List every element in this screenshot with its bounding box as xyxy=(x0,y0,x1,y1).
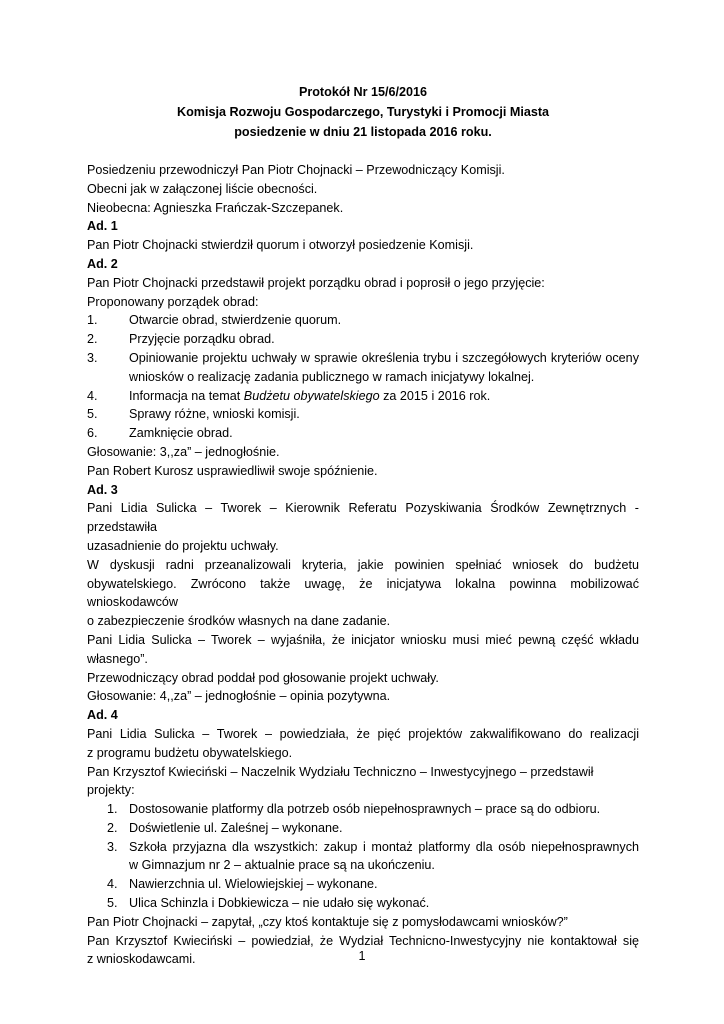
project-item-text xyxy=(129,838,639,876)
agenda-item xyxy=(87,424,639,443)
discussion-line: W dyskusji radni przeanalizowali kryteria, jakie powinien spełniać wniosek do budżetu xyxy=(87,557,639,572)
absent-paragraph: Nieobecna: Agnieszka Frańczak-Szczepanek. xyxy=(87,200,344,215)
ad3-paragraph-line: uzasadnienie do projektu uchwały. xyxy=(87,538,279,553)
answer-line: Pan Krzysztof Kwieciński – powiedział, że Wydział Technicno-Inwestycyjny nie kontaktował się xyxy=(87,933,639,948)
ad4-paragraph-line: Pani Lidia Sulicka – Tworek – powiedziała, że pięć projektów zakwalifikowano do realizacji xyxy=(87,726,639,741)
committee-name: Komisja Rozwoju Gospodarczego, Turystyki i Promocji Miasta xyxy=(176,105,550,119)
agenda-label: Proponowany porządek obrad: xyxy=(87,294,259,309)
agenda-item xyxy=(87,311,639,330)
project-item-text-line: w Gimnazjum nr 2 – aktualnie prace są na ukończeniu. xyxy=(129,858,435,873)
ad1-heading: Ad. 1 xyxy=(87,219,118,234)
protocol-number: Protokół Nr 15/6/2016 xyxy=(298,85,428,99)
explanation-line: Pani Lidia Sulicka – Tworek – wyjaśniła, że inicjator wniosku musi mieć pewną część wkładu xyxy=(87,632,639,647)
ad2-paragraph: Pan Piotr Chojnacki przedstawił projekt porządku obrad i poprosił o jego przyjęcie: xyxy=(87,275,545,290)
explanation-line: własnego”. xyxy=(87,651,148,666)
project-item-text: Dostosowanie platformy dla potrzeb osób niepełnosprawnych – prace są do odbioru. xyxy=(129,802,601,817)
attendance-paragraph: Obecni jak w załączonej liście obecności. xyxy=(87,181,318,196)
chair-paragraph: Posiedzeniu przewodniczył Pan Piotr Chojnacki – Przewodniczący Komisji. xyxy=(87,163,505,177)
project-item xyxy=(87,838,639,876)
project-item-text: Doświetlenie ul. Zaleśnej – wykonane. xyxy=(129,820,343,835)
late-note: Pan Robert Kurosz usprawiedliwił swoje spóźnienie. xyxy=(87,463,378,478)
answer-line: z wnioskodawcami. xyxy=(87,952,196,967)
agenda-item-text: Otwarcie obrad, stwierdzenie quorum. xyxy=(129,313,342,328)
project-item-number: 4. xyxy=(107,877,118,892)
agenda-item-number: 6. xyxy=(87,426,98,441)
ad2-heading: Ad. 2 xyxy=(87,256,118,271)
agenda-item xyxy=(87,349,639,387)
agenda-item xyxy=(87,330,639,349)
agenda-item-number: 4. xyxy=(87,388,98,403)
agenda-item-text xyxy=(129,387,639,406)
ad3-vote: Głosowanie: 4,,za” – jednogłośnie – opinia pozytywna. xyxy=(87,689,391,704)
agenda-item-number: 3. xyxy=(87,350,98,365)
agenda-item-number: 2. xyxy=(87,332,98,347)
discussion-line: obywatelskiego. Zwrócono także uwagę, że inicjatywa lokalna powinna mobilizować wnioskodawców xyxy=(87,576,639,610)
project-item-text: Nawierzchnia ul. Wielowiejskiej – wykonane. xyxy=(129,877,378,892)
project-item-number: 3. xyxy=(107,839,118,854)
ad3-paragraph-line: Pani Lidia Sulicka – Tworek – Kierownik Referatu Pozyskiwania Środków Zewnętrznych - przedstawiła xyxy=(87,501,639,535)
project-item xyxy=(87,819,639,838)
session-date: posiedzenie w dniu 21 listopada 2016 roku. xyxy=(234,125,492,139)
document-header xyxy=(87,82,639,142)
agenda-item-text: Sprawy różne, wnioski komisji. xyxy=(129,407,300,422)
ad2-vote: Głosowanie: 3,,za” – jednogłośnie. xyxy=(87,444,280,459)
ad3-heading: Ad. 3 xyxy=(87,482,118,497)
question-paragraph: Pan Piotr Chojnacki – zapytał, „czy ktoś kontaktuje się z pomysłodawcami wniosków?” xyxy=(87,914,568,929)
discussion-line: o zabezpieczenie środków własnych na dane zadanie. xyxy=(87,614,391,629)
ad4-heading: Ad. 4 xyxy=(87,708,118,723)
agenda-item-text xyxy=(129,349,639,387)
project-item xyxy=(87,875,639,894)
agenda-item-text-emphasis: Budżetu obywatelskiego xyxy=(243,388,380,403)
agenda-item xyxy=(87,387,639,406)
project-item-number: 5. xyxy=(107,896,118,911)
project-item-number: 2. xyxy=(107,820,118,835)
agenda-item-number: 1. xyxy=(87,313,98,328)
project-item-number: 1. xyxy=(107,802,118,817)
document-page xyxy=(87,82,639,969)
agenda-item-text-post: za 2015 i 2016 rok. xyxy=(379,388,491,403)
agenda-item-number: 5. xyxy=(87,407,98,422)
agenda-item-text: Przyjęcie porządku obrad. xyxy=(129,332,275,347)
page-number: 1 xyxy=(358,949,366,963)
project-item-text-line: Szkoła przyjazna dla wszystkich: zakup i montaż platformy dla osób niepełnosprawnych xyxy=(129,839,639,854)
projects-intro: Pan Krzysztof Kwieciński – Naczelnik Wydziału Techniczno – Inwestycyjnego – przedstawił projekty: xyxy=(87,764,594,798)
project-item-text: Ulica Schinzla i Dobkiewicza – nie udało się wykonać. xyxy=(129,896,430,911)
agenda-item-text-line: Opiniowanie projektu uchwały w sprawie określenia trybu i szczegółowych kryteriów oceny xyxy=(129,350,639,365)
vote-motion: Przewodniczący obrad poddał pod głosowanie projekt uchwały. xyxy=(87,670,439,685)
project-item xyxy=(87,894,639,913)
ad1-paragraph: Pan Piotr Chojnacki stwierdził quorum i otworzył posiedzenie Komisji. xyxy=(87,238,474,253)
project-item xyxy=(87,800,639,819)
agenda-item-text-line: wniosków o realizację zadania publicznego w ramach inicjatywy lokalnej. xyxy=(129,369,535,384)
ad4-paragraph-line: z programu budżetu obywatelskiego. xyxy=(87,745,293,760)
agenda-item xyxy=(87,405,639,424)
agenda-item-text-pre: Informacja na temat xyxy=(129,388,244,403)
agenda-item-text: Zamknięcie obrad. xyxy=(129,426,233,441)
